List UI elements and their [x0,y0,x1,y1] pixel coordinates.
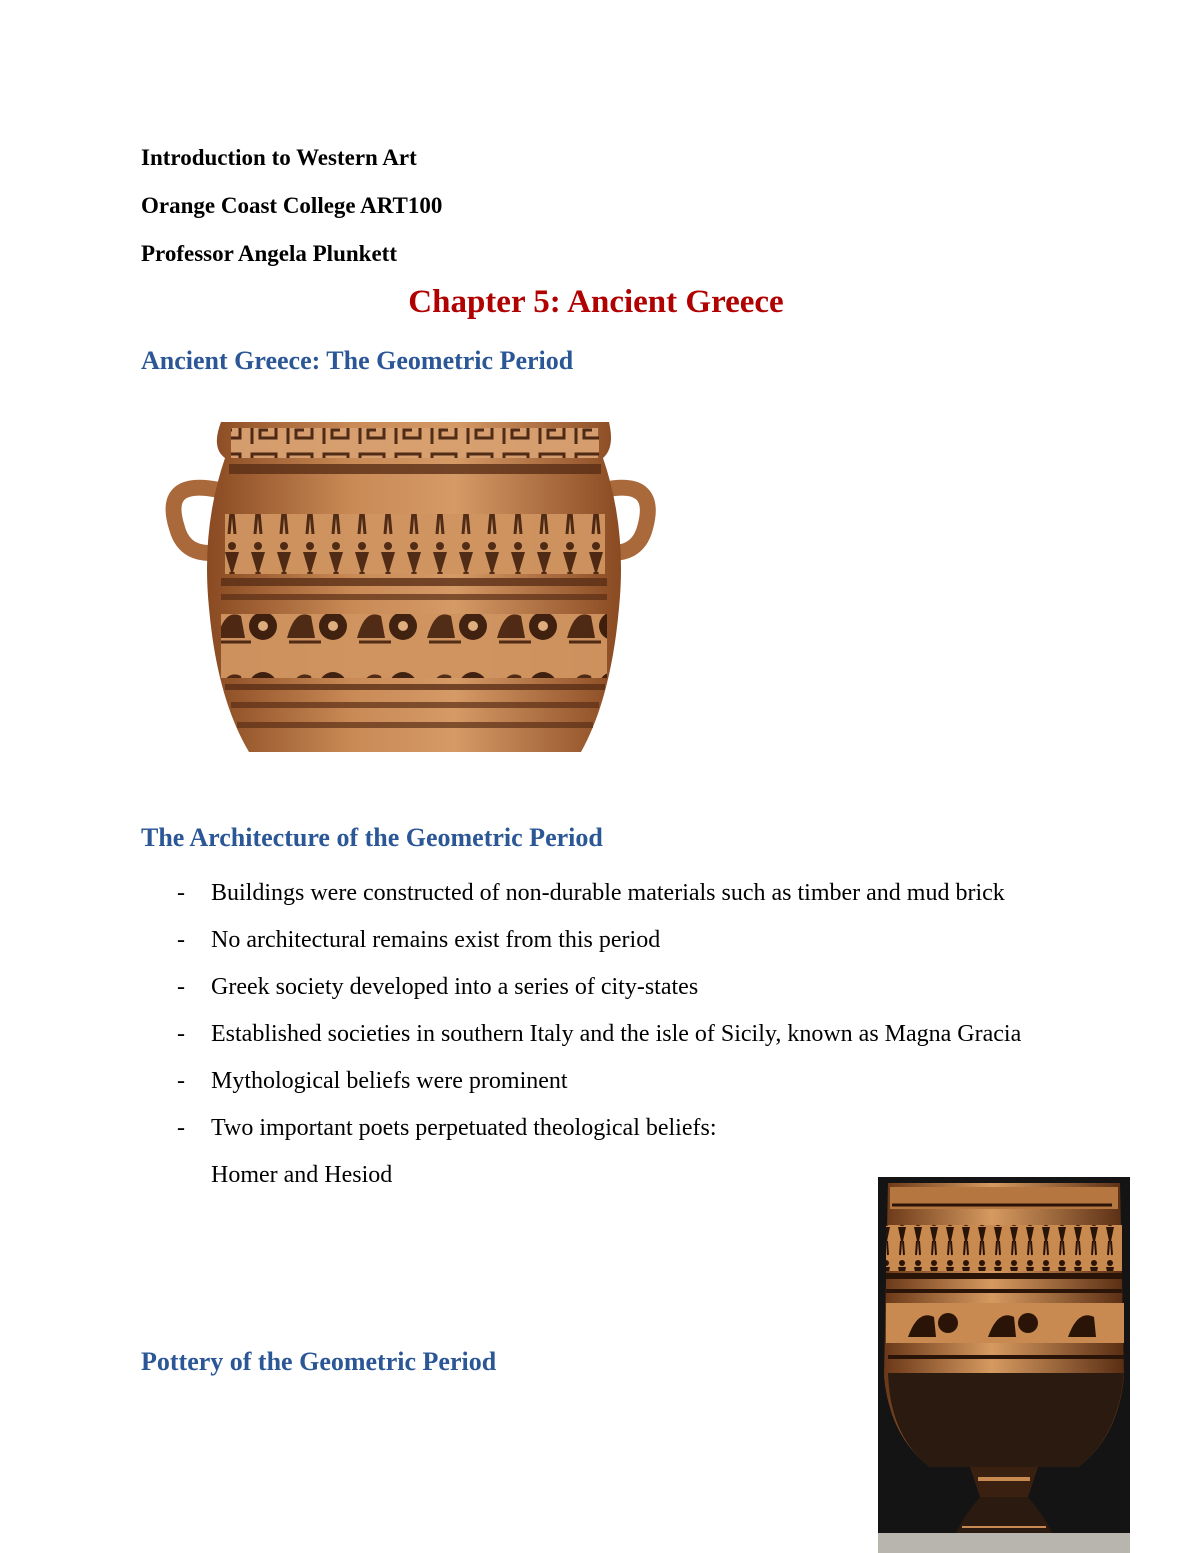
section-heading-geometric-period: Ancient Greece: The Geometric Period [141,346,574,375]
list-item: - Established societies in southern Italy and the isle of Sicily, known as Magna Gracia [177,1021,1022,1047]
footed-krater-illustration [878,1177,1130,1553]
architecture-bullet-list [141,870,1101,1199]
college-name: Orange Coast College ART100 [141,193,443,218]
section-heading-pottery: Pottery of the Geometric Period [141,1347,497,1376]
section-heading-architecture: The Architecture of the Geometric Period [141,823,603,852]
list-item: - Mythological beliefs were prominent [177,1068,568,1094]
list-item: - Greek society developed into a series of city-states [177,974,699,1000]
krater-image [141,418,679,752]
list-item: - Buildings were constructed of non-durable materials such as timber and mud brick [177,880,1005,906]
chapter-title: Chapter 5: Ancient Greece [408,284,784,320]
list-item: - Two important poets perpetuated theological beliefs: [177,1115,717,1141]
professor-name: Professor Angela Plunkett [141,241,397,266]
list-item-continuation: Homer and Hesiod [211,1162,393,1188]
krater-illustration [141,418,679,752]
course-title: Introduction to Western Art [141,145,417,170]
footed-krater-image [878,1177,1130,1553]
list-item: - No architectural remains exist from this period [177,927,661,953]
